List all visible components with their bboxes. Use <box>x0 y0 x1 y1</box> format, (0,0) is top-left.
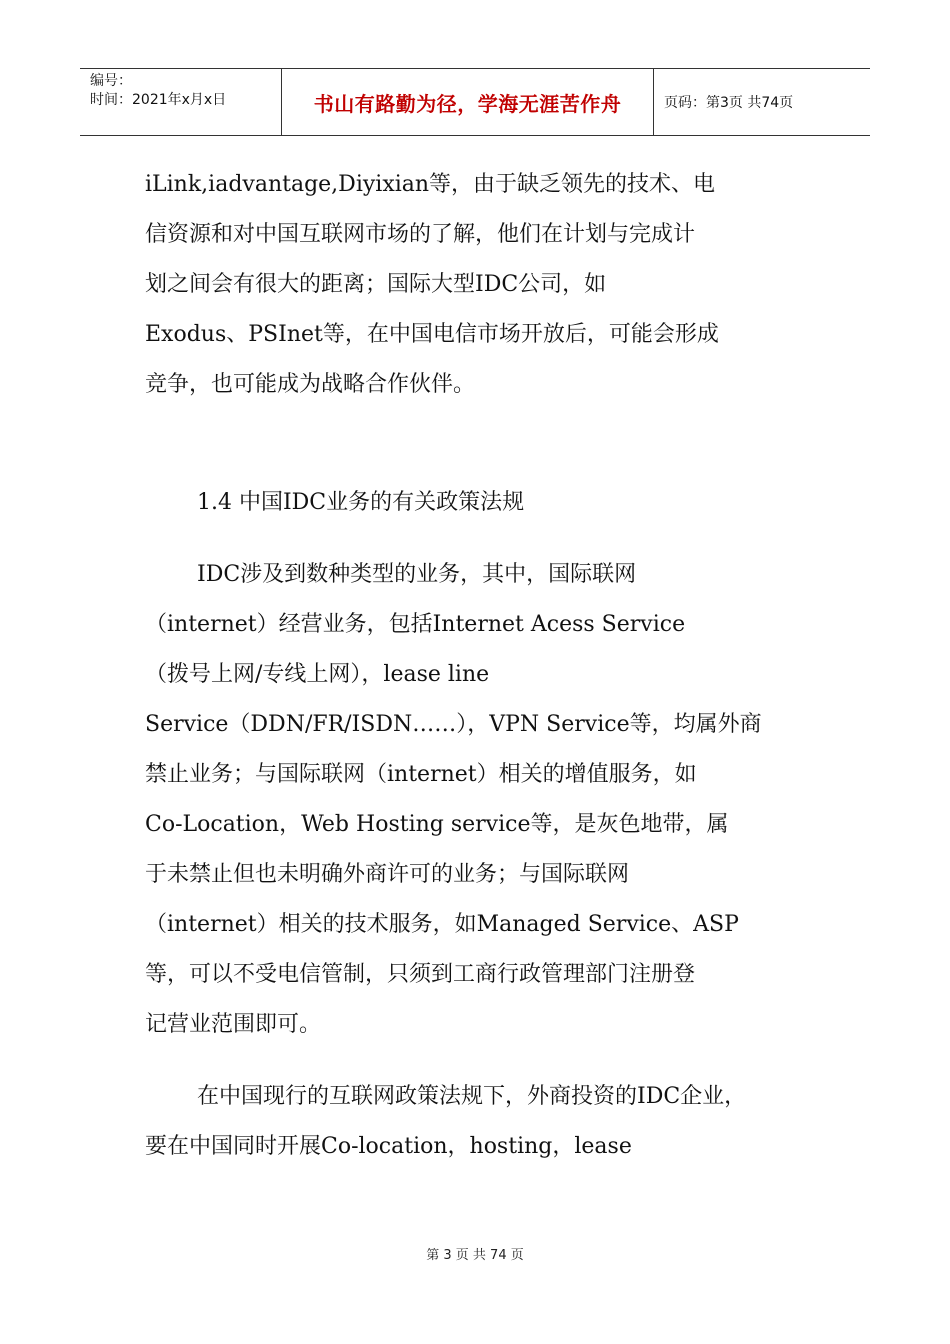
spacer <box>145 528 815 550</box>
paragraph-1 <box>145 160 815 410</box>
header-motto-cell <box>282 69 654 135</box>
footer-page-number: 第 3 页 共 74 页 <box>426 1248 524 1263</box>
text-line: 记营业范围即可。 <box>145 1012 322 1037</box>
text-line: （拨号上网/专线上网），lease line <box>145 662 490 687</box>
header-page-info-cell <box>654 69 870 135</box>
paragraph-2 <box>145 550 815 1050</box>
section-heading: 1.4 中国IDC业务的有关政策法规 <box>197 490 525 515</box>
text-line: iLink,iadvantage,Diyixian等，由于缺乏领先的技术、电 <box>145 172 716 197</box>
text-line: 禁止业务；与国际联网（internet）相关的增值服务，如 <box>145 762 697 787</box>
text-line: 在中国现行的互联网政策法规下，外商投资的IDC企业， <box>197 1084 747 1109</box>
text-line: 要在中国同时开展Co-location，hosting，lease <box>145 1134 632 1159</box>
spacer <box>145 1050 815 1072</box>
text-line: IDC涉及到数种类型的业务，其中，国际联网 <box>197 562 637 587</box>
paragraph-3 <box>145 1072 815 1172</box>
header-motto: 书山有路勤为径，学海无涯苦作舟 <box>313 91 622 116</box>
text-line: （internet）经营业务，包括Internet Acess Service <box>145 612 686 637</box>
header-page-info: 页码：第3页 共74页 <box>664 95 794 111</box>
page-footer <box>0 1244 950 1263</box>
document-time-label: 时间：2021年x月x日 <box>90 92 227 108</box>
page-header <box>80 68 870 136</box>
text-line: 竞争，也可能成为战略合作伙伴。 <box>145 372 476 397</box>
text-line: （internet）相关的技术服务，如Managed Service、ASP <box>145 912 739 937</box>
header-meta <box>80 69 282 135</box>
text-line: Exodus、PSInet等，在中国电信市场开放后，可能会形成 <box>145 322 719 347</box>
text-line: 划之间会有很大的距离；国际大型IDC公司，如 <box>145 272 607 297</box>
spacer <box>145 410 815 478</box>
document-number-label: 编号： <box>90 73 132 89</box>
text-line: Service（DDN/FR/ISDN……），VPN Service等，均属外商 <box>145 712 762 737</box>
text-line: 于未禁止但也未明确外商许可的业务；与国际联网 <box>145 862 630 887</box>
text-line: Co-Location，Web Hosting service等，是灰色地带，属 <box>145 812 729 837</box>
text-line: 信资源和对中国互联网市场的了解，他们在计划与完成计 <box>145 222 696 247</box>
document-body <box>145 160 815 1172</box>
text-line: 等，可以不受电信管制，只须到工商行政管理部门注册登 <box>145 962 696 987</box>
